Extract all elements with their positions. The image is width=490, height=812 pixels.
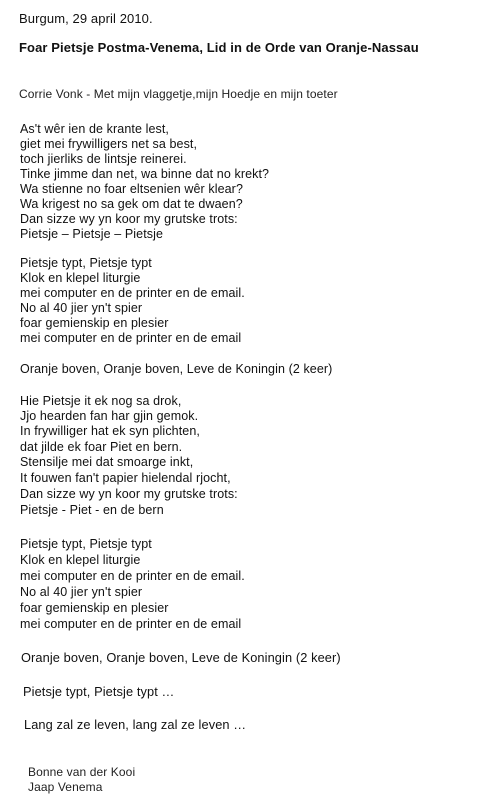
verse2-line: Stensilje mei dat smoarge inkt, xyxy=(20,455,194,469)
verse1-line: Wa krigest no sa gek om dat te dwaen? xyxy=(20,197,243,211)
signature-name: Bonne van der Kooi xyxy=(28,765,136,779)
lang-zal-ze-leven-line: Lang zal ze leven, lang zal ze leven … xyxy=(24,717,247,732)
verse1-line: As't wêr ien de krante lest, xyxy=(20,122,170,136)
verse2-line: It fouwen fan't papier hielendal rjocht, xyxy=(20,471,231,485)
verse1-line: giet mei frywilligers net sa best, xyxy=(20,137,198,151)
verse2-line: In frywilliger hat ek syn plichten, xyxy=(20,424,200,438)
chorus2-line: foar gemienskip en plesier xyxy=(20,601,169,615)
oranje-boven-line: Oranje boven, Oranje boven, Leve de Koningin (2 keer) xyxy=(21,650,341,665)
pietsje-typt-line: Pietsje typt, Pietsje typt … xyxy=(23,684,175,699)
verse2-line: dat jilde ek foar Piet en bern. xyxy=(20,440,183,454)
verse2-line: Dan sizze wy yn koor my grutske trots: xyxy=(20,487,238,501)
chorus1-line: foar gemienskip en plesier xyxy=(20,316,169,330)
chorus1-line: mei computer en de printer en de email xyxy=(20,331,242,345)
chorus1-line: Klok en klepel liturgie xyxy=(20,271,141,285)
verse1-line: Wa stienne no foar eltsenien wêr klear? xyxy=(20,182,243,196)
document-date: Burgum, 29 april 2010. xyxy=(19,11,153,26)
verse2-line: Hie Pietsje it ek nog sa drok, xyxy=(20,394,182,408)
chorus1-line: mei computer en de printer en de email. xyxy=(20,286,245,300)
document-title: Foar Pietsje Postma-Venema, Lid in de Orde van Oranje-Nassau xyxy=(19,40,419,55)
verse2-line: Pietsje - Piet - en de bern xyxy=(20,503,164,517)
chorus2-line: Klok en klepel liturgie xyxy=(20,553,141,567)
signature-name: Jaap Venema xyxy=(28,780,103,794)
oranje-boven-line: Oranje boven, Oranje boven, Leve de Koningin (2 keer) xyxy=(20,362,333,376)
verse1-line: Tinke jimme dan net, wa binne dat no krekt? xyxy=(20,167,270,181)
verse1-line: Pietsje – Pietsje – Pietsje xyxy=(20,227,164,241)
chorus2-line: Pietsje typt, Pietsje typt xyxy=(20,537,152,551)
verse1-line: Dan sizze wy yn koor my grutske trots: xyxy=(20,212,238,226)
chorus2-line: mei computer en de printer en de email. xyxy=(20,569,245,583)
chorus1-line: Pietsje typt, Pietsje typt xyxy=(20,256,152,270)
verse1-line: toch jierliks de lintsje reinerei. xyxy=(20,152,187,166)
verse2-line: Jjo hearden fan har gjin gemok. xyxy=(20,409,199,423)
song-author-line: Corrie Vonk - Met mijn vlaggetje,mijn Hoedje en mijn toeter xyxy=(19,87,338,101)
chorus2-line: mei computer en de printer en de email xyxy=(20,617,242,631)
chorus2-line: No al 40 jier yn't spier xyxy=(20,585,143,599)
chorus1-line: No al 40 jier yn't spier xyxy=(20,301,143,315)
